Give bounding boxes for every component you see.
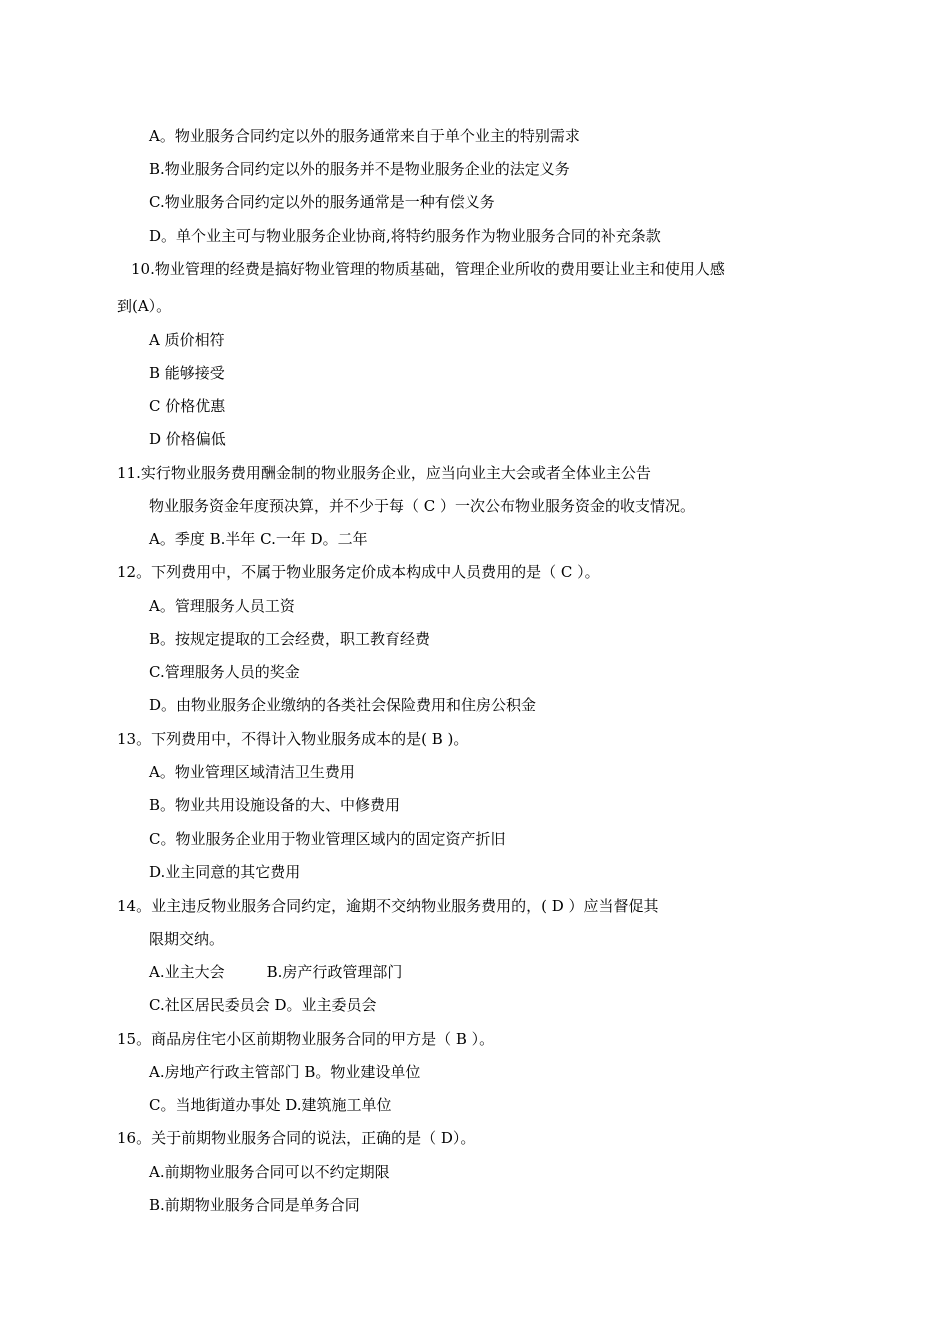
q10-option-b: B 能够接受 bbox=[149, 364, 225, 382]
q14-option-a: A.业主大会 bbox=[149, 963, 225, 981]
q15-stem: 15。商品房住宅小区前期物业服务合同的甲方是（ B ）。 bbox=[117, 1030, 495, 1048]
q16-option-a: A.前期物业服务合同可以不约定期限 bbox=[149, 1163, 390, 1181]
q11-options: A。季度 B.半年 C.一年 D。二年 bbox=[149, 530, 368, 548]
q10-option-d: D 价格偏低 bbox=[149, 430, 226, 448]
q10-option-a: A 质价相符 bbox=[149, 331, 225, 349]
q11-stem-cont: 物业服务资金年度预决算，并不少于每（ C ）一次公布物业服务资金的收支情况。 bbox=[149, 497, 696, 515]
q10-option-c: C 价格优惠 bbox=[149, 397, 226, 415]
q9-option-c: C.物业服务合同约定以外的服务通常是一种有偿义务 bbox=[149, 193, 495, 211]
q16-stem: 16。关于前期物业服务合同的说法，正确的是（ D）。 bbox=[117, 1129, 476, 1147]
q14-option-b: B.房产行政管理部门 bbox=[266, 963, 403, 981]
q10-stem-cont: 到(A）。 bbox=[117, 297, 172, 315]
q14-stem-cont: 限期交纳。 bbox=[149, 930, 225, 948]
q15-options-ab: A.房地产行政主管部门 B。物业建设单位 bbox=[149, 1063, 421, 1081]
q14-options-cd: C.社区居民委员会 D。业主委员会 bbox=[149, 996, 377, 1014]
q13-option-a: A。物业管理区域清洁卫生费用 bbox=[149, 763, 355, 781]
q13-option-b: B。物业共用设施设备的大、中修费用 bbox=[149, 796, 401, 814]
q9-option-b: B.物业服务合同约定以外的服务并不是物业服务企业的法定义务 bbox=[149, 160, 570, 178]
q13-stem: 13。下列费用中，不得计入物业服务成本的是( B )。 bbox=[117, 730, 469, 748]
q12-option-b: B。按规定提取的工会经费，职工教育经费 bbox=[149, 630, 431, 648]
q15-options-cd: C。当地街道办事处 D.建筑施工单位 bbox=[149, 1096, 392, 1114]
q12-stem: 12。下列费用中，不属于物业服务定价成本构成中人员费用的是（ C ）。 bbox=[117, 563, 600, 581]
q10-stem: 10.物业管理的经费是搞好物业管理的物质基础，管理企业所收的费用要让业主和使用人感 bbox=[131, 260, 725, 278]
q16-option-b: B.前期物业服务合同是单务合同 bbox=[149, 1196, 360, 1214]
q14-options-ab bbox=[149, 962, 402, 982]
q12-option-a: A。管理服务人员工资 bbox=[149, 597, 295, 615]
q14-stem: 14。业主违反物业服务合同约定，逾期不交纳物业服务费用的，( D ）应当督促其 bbox=[117, 897, 659, 915]
q12-option-d: D。由物业服务企业缴纳的各类社会保险费用和住房公积金 bbox=[149, 696, 537, 714]
q12-option-c: C.管理服务人员的奖金 bbox=[149, 663, 300, 681]
q13-option-c: C。物业服务企业用于物业管理区域内的固定资产折旧 bbox=[149, 830, 506, 848]
q9-option-d: D。单个业主可与物业服务企业协商,将特约服务作为物业服务合同的补充条款 bbox=[149, 227, 661, 245]
q9-option-a: A。物业服务合同约定以外的服务通常来自于单个业主的特别需求 bbox=[149, 127, 580, 145]
q13-option-d: D.业主同意的其它费用 bbox=[149, 863, 301, 881]
q11-stem: 11.实行物业服务费用酬金制的物业服务企业，应当向业主大会或者全体业主公告 bbox=[117, 464, 651, 482]
